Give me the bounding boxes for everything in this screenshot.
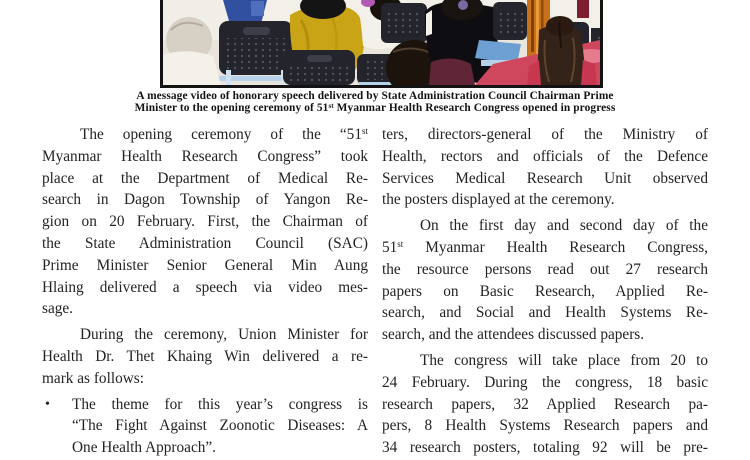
- caption-line: Minister to the opening ceremony of 51st Myanmar Health Research Congress opened in progress: [134, 102, 616, 114]
- text-line: mark as follows:: [42, 369, 144, 387]
- text-line: Health, rectors and officials of the Defence: [382, 147, 708, 165]
- paragraph: [382, 124, 708, 211]
- text-line: the resource persons read out 27 research: [382, 260, 708, 278]
- bullet-marker: •: [45, 396, 50, 412]
- text-line: ters, directors-general of the Ministry of: [382, 126, 708, 143]
- text-line: Myanmar Health Research Congress” took: [42, 147, 368, 165]
- text-line: 24 February. During the congress, 18 basic: [382, 373, 708, 391]
- text-line: the State Administration Council (SAC): [42, 234, 368, 252]
- text-line: Hlaing delivered a speech via video mes-: [42, 278, 368, 296]
- bullet-item: [42, 394, 368, 459]
- caption-line: A message video of honorary speech delivered by State Administration Council Chairman Prime: [136, 90, 614, 102]
- text-line: 34 research posters, totaling 92 will be pre-: [382, 439, 708, 457]
- text-line: the posters displayed at the ceremony.: [382, 191, 615, 209]
- text-line: “The Fight Against Zoonotic Diseases: A: [72, 417, 368, 435]
- paragraph: [382, 350, 708, 459]
- bullet-text: [72, 394, 368, 459]
- text-line: papers on Basic Research, Applied Re-: [382, 282, 708, 300]
- text-line: During the ceremony, Union Minister for: [80, 326, 368, 344]
- text-line: search in Dagon Township of Yangon Re-: [42, 191, 368, 209]
- text-line: search, and Social and Health Systems Re-: [382, 304, 708, 322]
- superscript: st: [397, 238, 404, 249]
- text-line: Services Medical Research Unit observed: [382, 169, 708, 187]
- article-photo: [160, 0, 603, 88]
- text-line: research papers, 32 Applied Research pa-: [382, 395, 708, 413]
- text-line: One Health Approach”.: [72, 439, 216, 457]
- right-column: [382, 124, 708, 459]
- superscript: st: [361, 126, 368, 136]
- article-body: [42, 124, 708, 459]
- superscript: st: [328, 102, 334, 110]
- left-column: [42, 124, 368, 459]
- paragraph: [42, 124, 368, 320]
- text-line: Health Dr. Thet Khaing Win delivered a re-: [42, 347, 368, 365]
- photo-caption: [0, 90, 750, 114]
- paragraph: [382, 215, 708, 346]
- text-line: gion on 20 February. First, the Chairman of: [42, 213, 368, 231]
- text-line: The opening ceremony of the “51st: [80, 126, 368, 143]
- text-line: On the first day and second day of the: [420, 217, 708, 235]
- text-line: The theme for this year’s congress is: [72, 395, 368, 413]
- audience-photo-illustration: [163, 0, 600, 85]
- text-line: place at the Department of Medical Re-: [42, 169, 368, 187]
- text-line: search, and the attendees discussed papers.: [382, 326, 645, 344]
- text-line: sage.: [42, 300, 74, 318]
- text-line: The congress will take place from 20 to: [420, 351, 708, 369]
- text-line: 51st Myanmar Health Research Congress,: [382, 238, 708, 256]
- paragraph: [42, 324, 368, 389]
- text-line: Prime Minister Senior General Min Aung: [42, 256, 368, 274]
- text-line: pers, 8 Health Systems Research papers and: [382, 417, 708, 435]
